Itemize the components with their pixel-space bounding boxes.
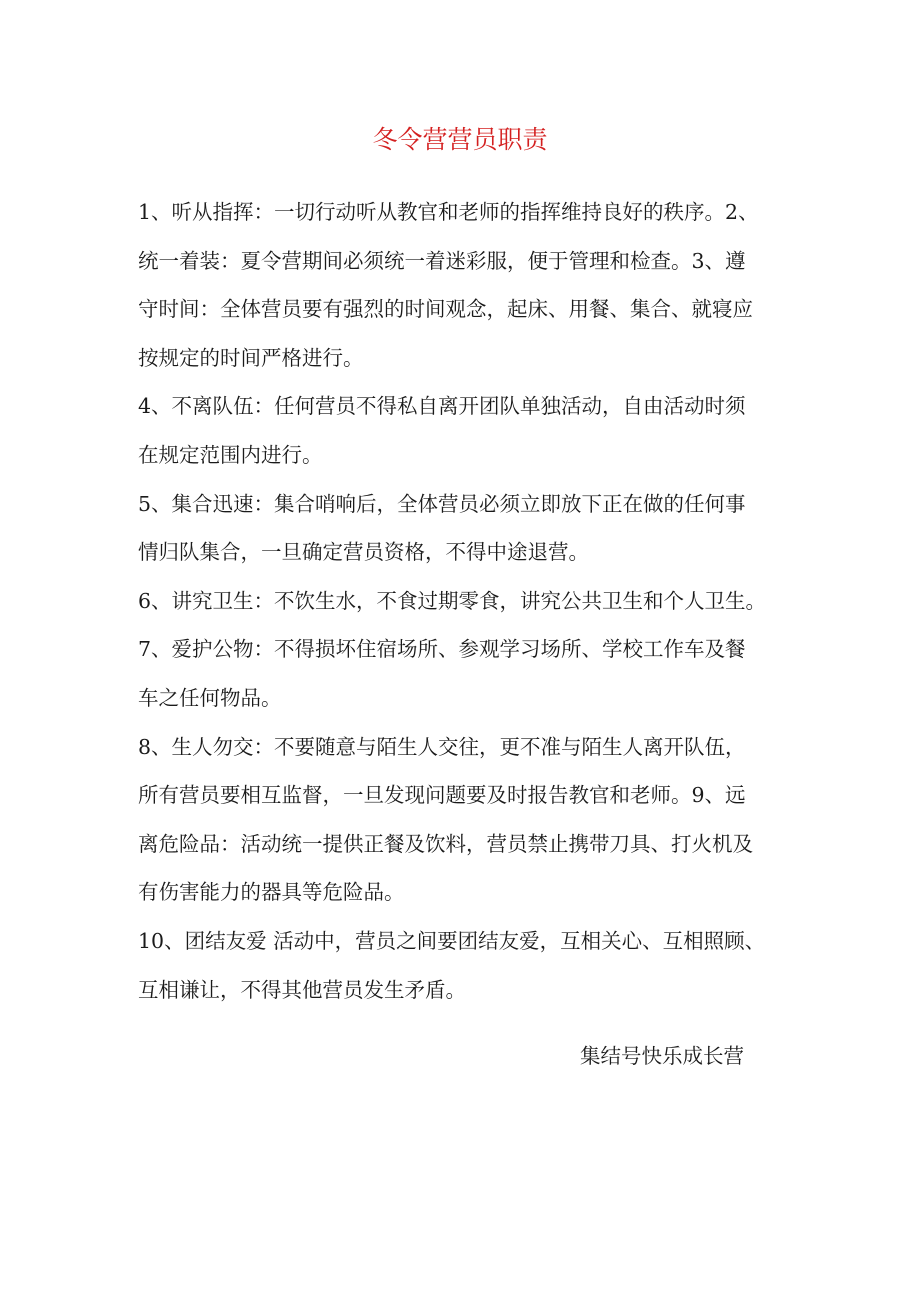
paragraph-line: 在规定范围内进行。: [138, 442, 323, 467]
paragraph-7: [138, 917, 788, 1014]
paragraph-line: 离危险品：活动统一提供正餐及饮料，营员禁止携带刀具、打火机及: [138, 831, 753, 856]
paragraph-6: [138, 723, 788, 917]
paragraph-line: 5、集合迅速：集合哨响后，全体营员必须立即放下正在做的任何事: [138, 491, 746, 516]
paragraph-line: 车之任何物品。: [138, 685, 282, 710]
paragraph-4: [138, 577, 788, 626]
paragraph-line: 有伤害能力的器具等危险品。: [138, 880, 405, 905]
paragraph-5: [138, 625, 788, 722]
paragraph-line: 按规定的时间严格进行。: [138, 345, 364, 370]
paragraph-line: 所有营员要相互监督，一旦发现问题要及时报告教官和老师。9、远: [138, 783, 746, 808]
paragraph-3: [138, 480, 788, 577]
paragraph-line: 6、讲究卫生：不饮生水，不食过期零食，讲究公共卫生和个人卫生。: [138, 588, 767, 613]
paragraph-line: 互相谦让，不得其他营员发生矛盾。: [138, 977, 466, 1002]
document-title: 冬令营营员职责: [372, 125, 548, 154]
paragraph-line: 统一着装：夏令营期间必须统一着迷彩服，便于管理和检查。3、遵: [138, 248, 746, 273]
paragraph-line: 10、团结友爱 活动中，营员之间要团结友爱，互相关心、互相照顾、: [138, 928, 766, 953]
paragraph-line: 情归队集合，一旦确定营员资格，不得中途退营。: [138, 540, 589, 565]
paragraph-2: [138, 382, 788, 479]
paragraph-line: 1、听从指挥：一切行动听从教官和老师的指挥维持良好的秩序。2、: [138, 200, 759, 224]
paragraph-line: 4、不离队伍：任何营员不得私自离开团队单独活动，自由活动时须: [138, 394, 746, 419]
paragraph-1: [138, 188, 788, 382]
paragraph-line: 7、爱护公物：不得损坏住宿场所、参观学习场所、学校工作车及餐: [138, 637, 746, 662]
document-body: [138, 188, 788, 1014]
signature: 集结号快乐成长营: [580, 1044, 744, 1068]
paragraph-line: 8、生人勿交：不要随意与陌生人交往，更不准与陌生人离开队伍，: [138, 734, 746, 759]
paragraph-line: 守时间：全体营员要有强烈的时间观念，起床、用餐、集合、就寝应: [138, 297, 753, 322]
